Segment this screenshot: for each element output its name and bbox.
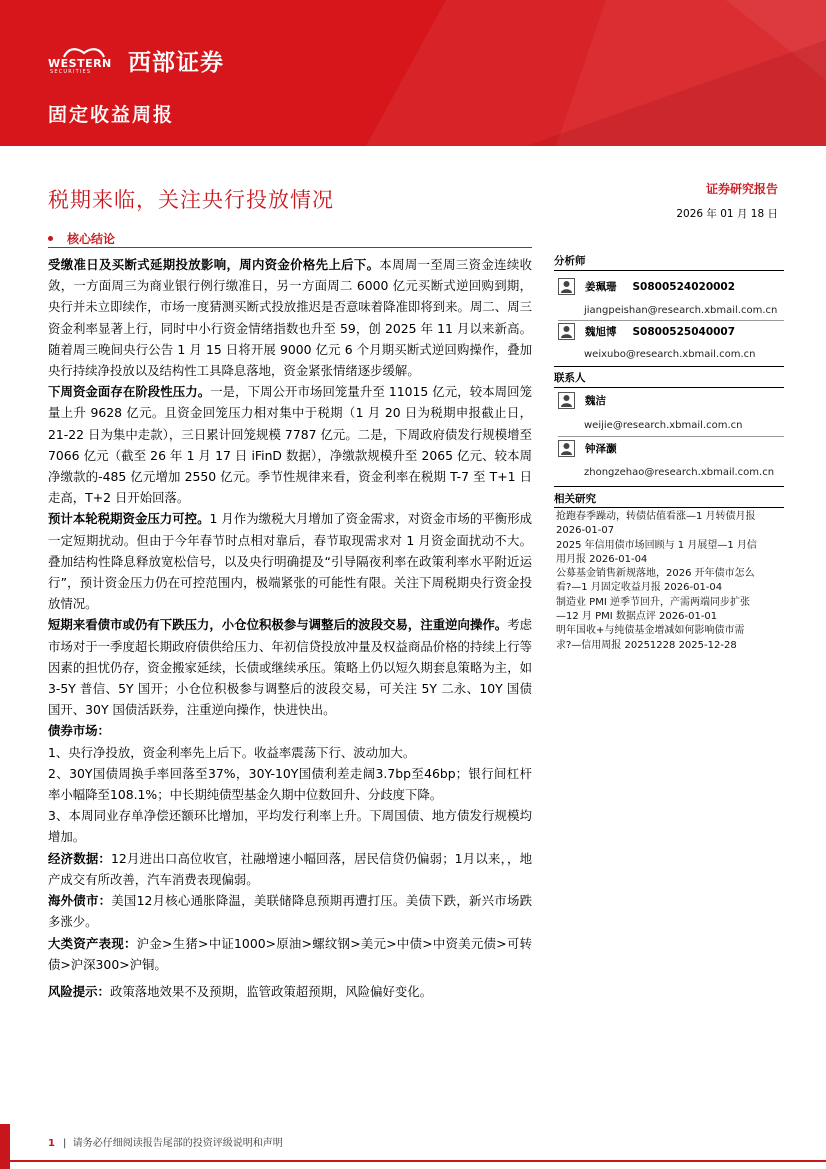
econ-text: 12月进出口高位收官，社融增速小幅回落，居民信贷仍偏弱；1月以来，，地产成交有所改善，汽车消费表现偏弱。 (48, 850, 532, 887)
footer-accent (0, 1124, 10, 1169)
analyst-name: 姜珮珊 (585, 281, 617, 293)
key-conclusions-label: 核心结论 (67, 232, 116, 246)
paragraph-1 (48, 254, 532, 381)
p3-lead: 预计本轮税期资金压力可控。 (48, 511, 210, 527)
p3-text: 1 月作为缴税大月增加了资金需求，对资金市场的平衡形成一定短期扰动。但由于今年春节时点相对靠后，春节取现需求对 1 月资金面扰动不大。叠加结构性降息释放宽松信号，以及央行明确提及“引导隔夜利率在政策利率水平附近运行”，预计资金压力仍在可控范围内，极端紧张的可能性有限。关注下周税期央行资金投放情况。 (48, 511, 533, 612)
bond-heading (48, 720, 532, 741)
key-conclusions-heading (48, 230, 115, 247)
related-line: —12 月 PMI 数据点评 2026-01-01 (556, 611, 718, 623)
overseas-text: 美国12月核心通胀降温，美联储降息预期再遭打压。美债下跌，新兴市场跌多涨少。 (48, 893, 532, 930)
analyst-email[interactable]: jiangpeishan@research.xbmail.com.cn (584, 305, 778, 316)
western-securities-logo (48, 46, 126, 76)
analyst-id: S0800525040007 (632, 325, 736, 338)
bond-item-1: 1、央行净投放，资金利率先上后下。收益率震荡下行、波动加大。 (48, 744, 416, 760)
p1-lead: 受缴准日及买断式延期投放影响，周内资金价格先上后下。 (48, 257, 380, 272)
bond-item-3: 3、本周同业存单净偿还额环比增加，平均发行利率上升。下周国债、地方债发行规模均增加。 (48, 808, 532, 845)
report-label: 证券研究报告 (705, 182, 778, 196)
related-research-list (556, 510, 786, 653)
bond-item-2: 2、30Y国债周换手率回落至37%，30Y-10Y国债利差走阔3.7bp至46bp；银行间杠杆率小幅降至108.1%；中长期纯债型基金久期中位数回升、分歧度下降。 (48, 765, 532, 803)
assets-lead: 大类资产表现： (48, 935, 137, 951)
overseas-lead: 海外债市： (48, 893, 112, 909)
sidebar-divider (554, 366, 784, 367)
bullet-icon (48, 236, 53, 241)
risk-lead: 风险提示： (48, 983, 110, 999)
divider (558, 436, 784, 437)
person-icon (558, 278, 575, 295)
sidebar-divider (554, 270, 784, 271)
related-line[interactable]: 公募基金销售新规落地，2026 开年债市怎么 (556, 568, 755, 580)
p4-text: 考虑市场对于一季度超长期政府债供给压力、年初信贷投放冲量及权益商品价格的持续上行等因素的担忧仍存，资金搬家延续，长债或继续承压。策略上仍以短久期套息策略为主，如 3-5Y 普信、5Y 国开；小仓位积极参与调整后的波段交易，可关注 5Y 二永、10Y 国债国开、30Y 国债活跃券，注重逆向操作，快进快出。 (48, 617, 533, 718)
sidebar-divider (554, 486, 784, 487)
banner-decoration (306, 0, 826, 146)
header-banner (0, 0, 826, 146)
brand-en-sub: SECURITIES (50, 68, 92, 75)
paragraph-3 (48, 508, 532, 614)
contact-1 (558, 392, 606, 409)
sidebar-divider (554, 507, 784, 508)
related-line[interactable]: 明年国收+与纯债基金增减如何影响债市需 (556, 625, 745, 637)
sidebar-divider (554, 387, 784, 388)
p1-text: 本周周一至周三资金连续收敛，一方面周三为商业银行例行缴准日，另一方面周二 6000 亿元买断式逆回购到期，央行并未立即续作，市场一度猜测买断式投放推迟是否意味着降准即将到来。周二、周三资金利率显著上行，同时中小行资金情绪指数也升至 59，创 2025 年 11 月以来新高。随着周三晚间央行公告 1 月 15 日将开展 9000 亿元 6 个月期买断式逆回购操作，叠加央行持续净投放以及结构性工具降息落地，资金紧张情绪逐步缓解。 (48, 257, 533, 379)
analyst-name: 魏旭博 (585, 326, 617, 338)
related-line: 求?—信用周报 20251228 2025-12-28 (556, 639, 737, 651)
p2-lead: 下周资金面存在阶段性压力。 (48, 384, 211, 400)
paragraph-4 (48, 614, 532, 720)
page-number: 1 (48, 1138, 55, 1149)
assets-text: 沪金>生猪>中证1000>原油>螺纹钢>美元>中债>中资美元债>可转债>沪深300>沪铜。 (48, 935, 533, 972)
contact-name: 钟泽灏 (585, 443, 617, 455)
related-line: 2026-01-07 (556, 525, 615, 537)
main-content (48, 254, 532, 1002)
brand-cn: 西部证券 (128, 50, 224, 76)
paragraph-2 (48, 381, 532, 508)
related-line[interactable]: 制造业 PMI 逆季节回升，产需两端同步扩张 (556, 596, 750, 608)
assets-paragraph (48, 933, 532, 975)
footer-rule (0, 1160, 826, 1162)
analyst-heading: 分析师 (554, 255, 586, 267)
person-icon (558, 323, 575, 340)
p4-lead: 短期来看债市或仍有下跌压力，小仓位积极参与调整后的波段交易，注重逆向操作。 (48, 617, 508, 633)
divider (558, 320, 784, 321)
report-title: 税期来临，关注央行投放情况 (48, 188, 334, 212)
econ-lead: 经济数据： (48, 850, 112, 866)
related-line: 用月报 2026-01-04 (556, 553, 648, 565)
contact-email[interactable]: zhongzehao@research.xbmail.com.cn (584, 467, 775, 478)
contact-heading: 联系人 (554, 372, 586, 384)
p2-text: 一是，下周公开市场回笼量升至 11015 亿元，较本周回笼量上升 9628 亿元。且资金回笼压力相对集中于税期（1 月 20 日为税期申报截止日，21-22 日为集中走款），三日累计回笼规模 7787 亿元。二是，下周政府债发行规模增至 7066 亿元（截至 26 年 1 月 17 日 iFinD 数据），净缴款规模升至 2065 亿元、较本周净缴款的-485 亿元增加 2550 亿元。季节性规律来看，资金利率在税期 T-7 至 T+1 日走高，T+2 日开始回落。 (48, 384, 533, 506)
risk-paragraph (48, 981, 532, 1002)
risk-text: 政策落地效果不及预期，监管政策超预期，风险偏好变化。 (109, 983, 433, 999)
brand-logo (48, 44, 224, 77)
economy-paragraph (48, 848, 532, 890)
disclaimer: 请务必仔细阅读报告尾部的投资评级说明和声明 (72, 1138, 283, 1149)
related-line: 看?—1 月固定收益月报 2026-01-04 (556, 582, 723, 594)
person-icon (558, 440, 575, 457)
overseas-paragraph (48, 890, 532, 932)
related-line[interactable]: 2025 年信用债市场回顾与 1 月展望—1 月信 (556, 539, 757, 551)
brand-en: WESTERN (48, 56, 112, 70)
contact-2 (558, 440, 617, 457)
analyst-1 (558, 278, 735, 295)
contact-email[interactable]: weijie@research.xbmail.com.cn (584, 420, 743, 431)
footer: 1 | 请务必仔细阅读报告尾部的投资评级说明和声明 (48, 1138, 283, 1149)
analyst-2 (558, 323, 735, 340)
bond-head: 债券市场： (48, 723, 110, 739)
report-type: 固定收益周报 (48, 104, 175, 126)
person-icon (558, 392, 575, 409)
related-line[interactable]: 抢跑春季躁动，转债估值看涨—1 月转债月报 (556, 511, 756, 522)
analyst-email[interactable]: weixubo@research.xbmail.com.cn (584, 349, 756, 360)
contact-name: 魏洁 (585, 395, 606, 407)
report-date: 2026 年 01 月 18 日 (676, 208, 778, 220)
analyst-id: S0800524020002 (632, 280, 736, 293)
divider (48, 247, 532, 248)
related-heading: 相关研究 (554, 493, 596, 505)
